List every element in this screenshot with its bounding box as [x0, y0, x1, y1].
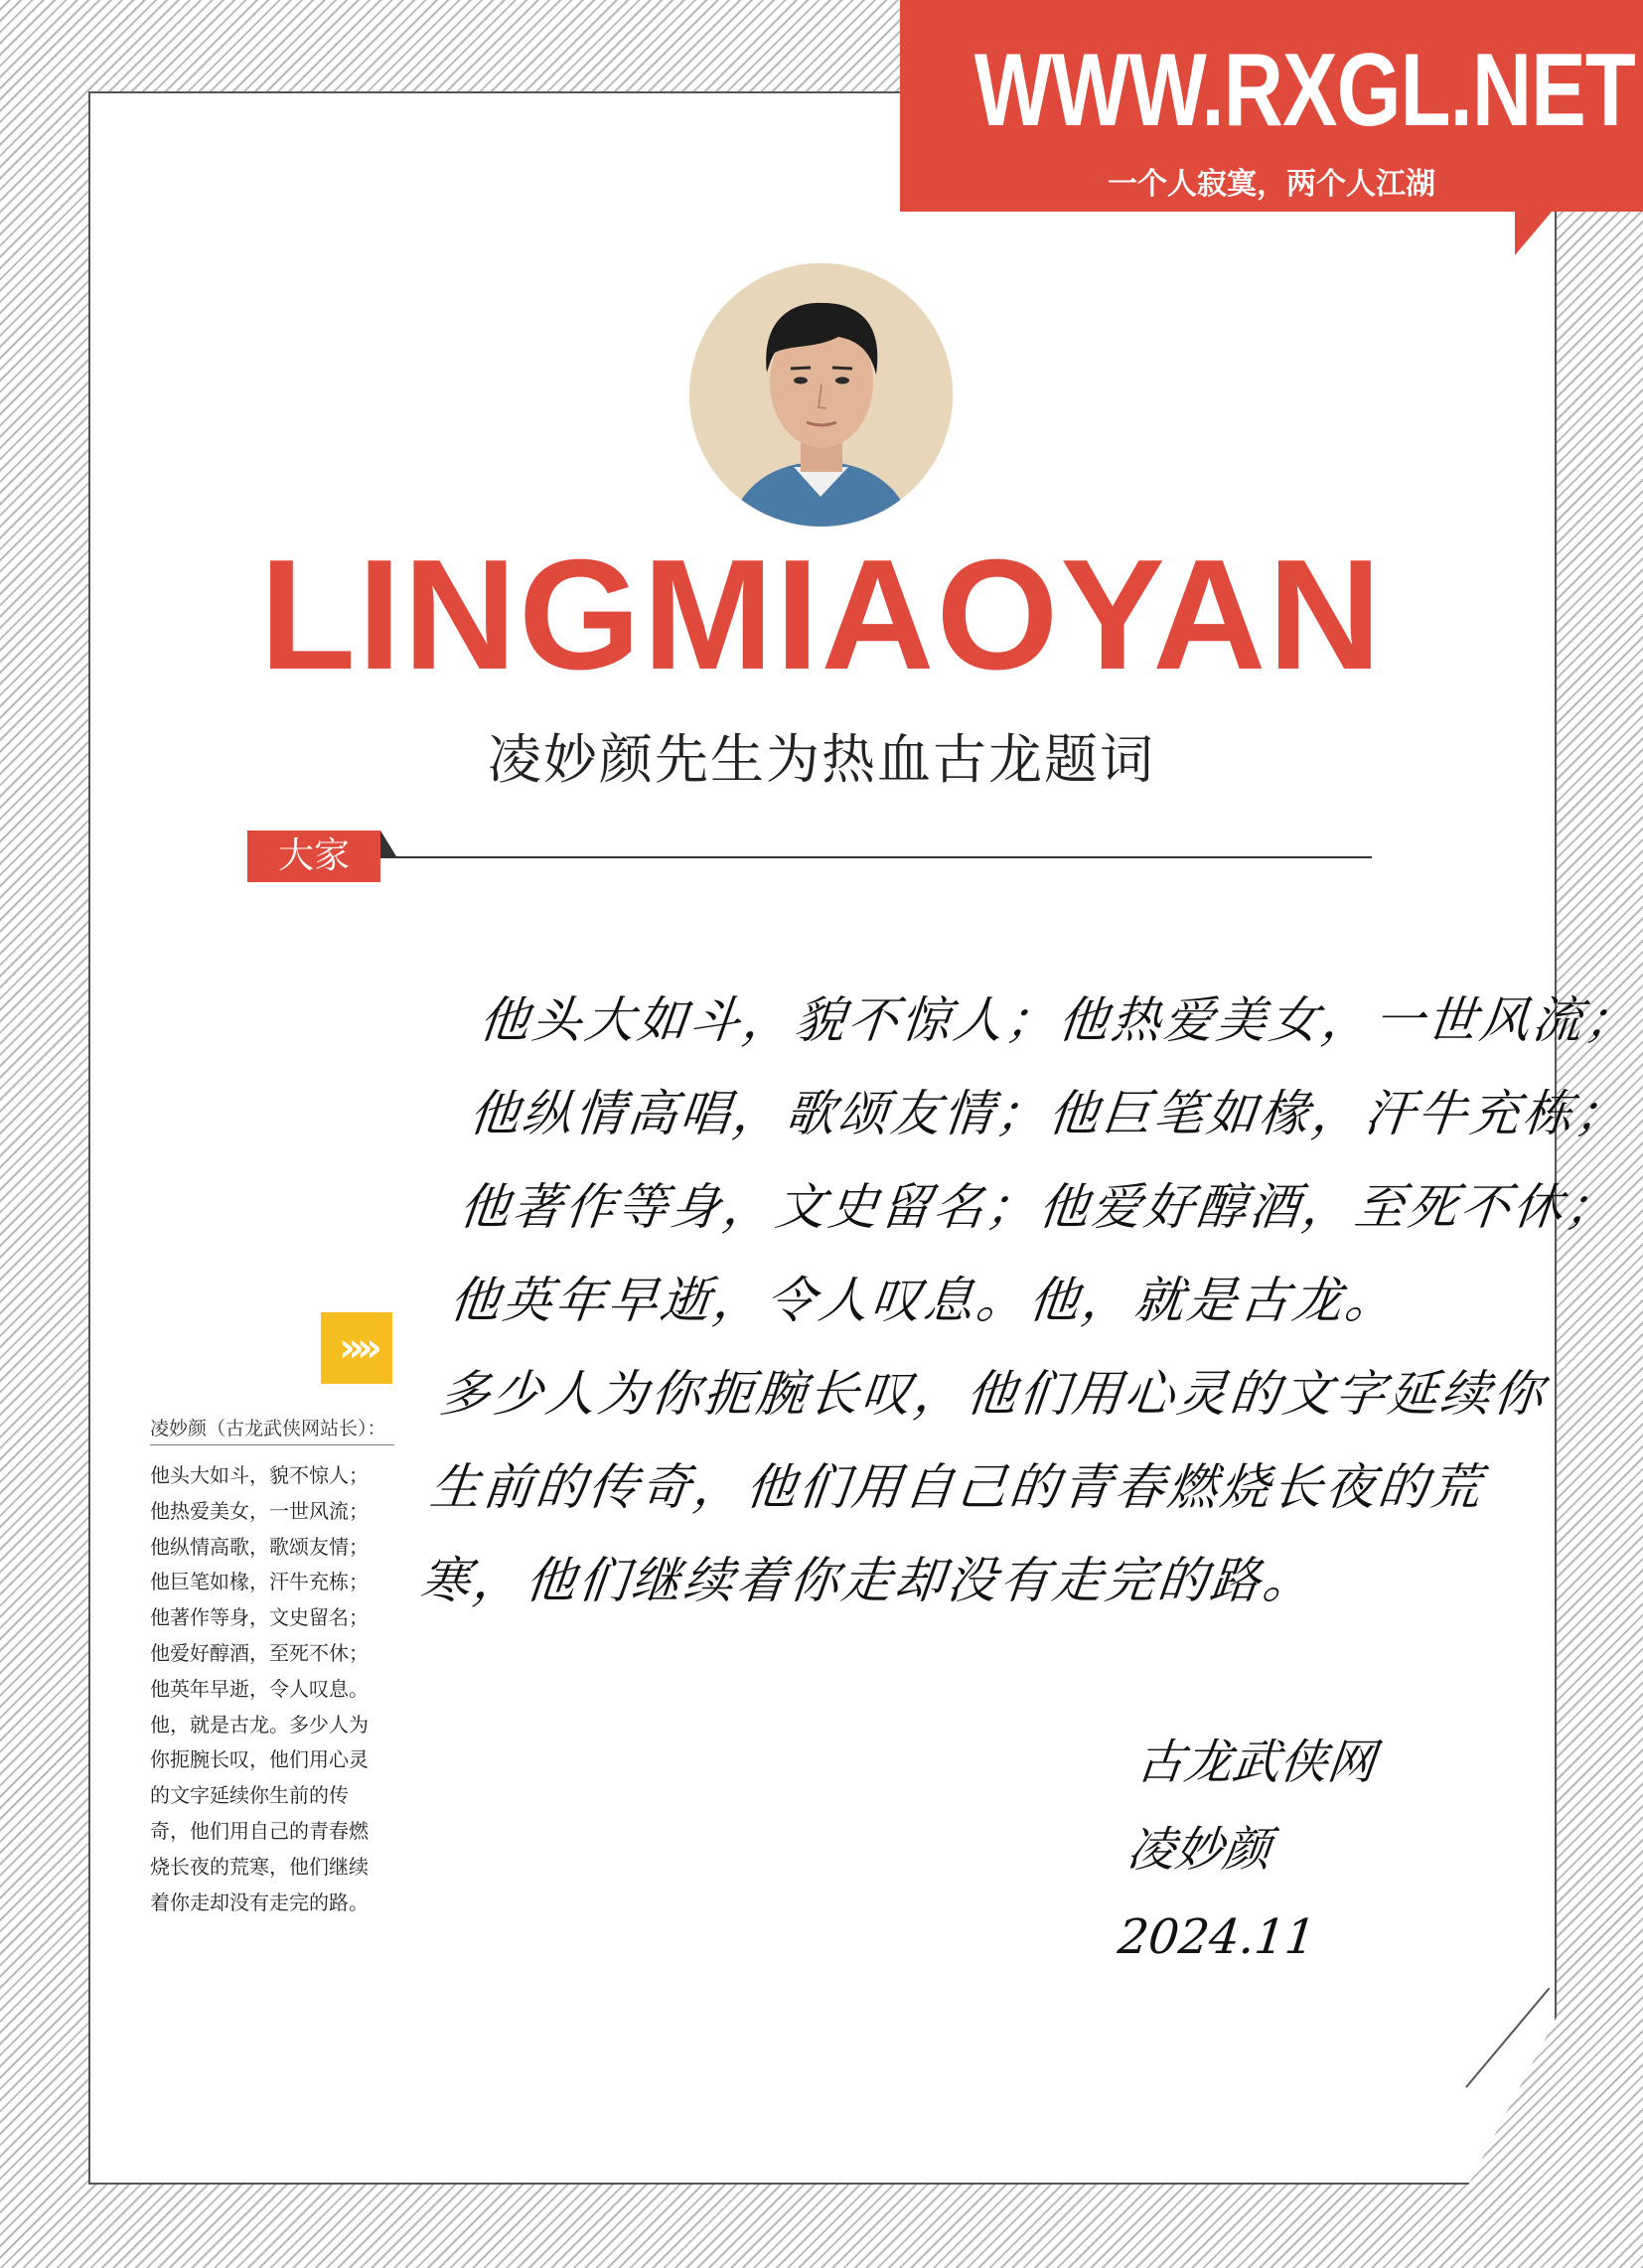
section-divider	[380, 856, 1372, 858]
signature-block	[1114, 1719, 1439, 1981]
signature-name: 凌妙颜	[1124, 1822, 1273, 1878]
transcript-line: 他纵情高歌，歌颂友情；	[150, 1534, 369, 1559]
transcript-line: 他英年早逝，令人叹息。	[150, 1676, 369, 1701]
section-tag: 大家	[247, 831, 380, 882]
sidebar-title: 凌妙颜（古龙武侠网站长）：	[150, 1418, 386, 1439]
inscription-line: 他头大如斗，貌不惊人；他热爱美女，一世风流；	[476, 991, 1641, 1049]
signature-org: 古龙武侠网	[1133, 1735, 1379, 1790]
transcript-line: 着你走却没有走完的路。	[150, 1890, 369, 1914]
inscription-line: 他纵情高唱，歌颂友情；他巨笔如椽，汗牛充栋；	[466, 1085, 1631, 1142]
sidebar-divider	[150, 1444, 394, 1445]
inscription-line: 寒，他们继续着你走却没有走完的路。	[417, 1552, 1319, 1609]
name-heading: LINGMIAOYAN	[259, 528, 1384, 702]
transcript-line: 他巨笔如椽，汗牛充栋；	[150, 1570, 369, 1594]
transcript-line: 的文字延续你生前的传	[150, 1783, 349, 1808]
transcript-line: 他爱好醇酒，至死不休；	[150, 1640, 369, 1665]
avatar	[689, 263, 953, 527]
transcript-line: 他头大如斗，貌不惊人；	[150, 1463, 369, 1487]
arrow-badge-icon: »»	[321, 1312, 392, 1384]
transcript-line: 他著作等身，文史留名；	[150, 1605, 369, 1630]
inscription-line: 生前的传奇，他们用自己的青春燃烧长夜的荒	[427, 1458, 1487, 1516]
inscription-line: 他英年早逝，令人叹息。他，就是古龙。	[446, 1272, 1402, 1329]
section-notch	[380, 831, 396, 856]
site-url[interactable]: WWW.RXGL.NET	[973, 33, 1635, 148]
banner-tail	[1515, 211, 1553, 255]
transcript-line: 烧长夜的荒寒，他们继续	[150, 1854, 369, 1879]
transcript-line: 他，就是古龙。多少人为	[150, 1712, 369, 1737]
page-subtitle: 凌妙颜先生为热血古龙题词	[488, 728, 1155, 791]
site-banner	[900, 0, 1643, 212]
inscription-line: 他著作等身，文史留名；他爱好醇酒，至死不休；	[456, 1178, 1621, 1236]
handwritten-inscription	[415, 974, 1641, 1627]
avatar-photo	[689, 263, 953, 527]
transcript-line: 你扼腕长叹，他们用心灵	[150, 1747, 369, 1772]
inscription-line: 多少人为你扼腕长叹，他们用心灵的文字延续你	[437, 1365, 1550, 1423]
site-slogan: 一个人寂寞，两个人江湖	[1108, 167, 1435, 202]
sidebar-transcript	[150, 1458, 398, 1920]
transcript-line: 奇，他们用自己的青春燃	[150, 1818, 369, 1843]
signature-date: 2024.11	[1115, 1909, 1319, 1965]
transcript-line: 他热爱美女，一世风流；	[150, 1498, 369, 1523]
